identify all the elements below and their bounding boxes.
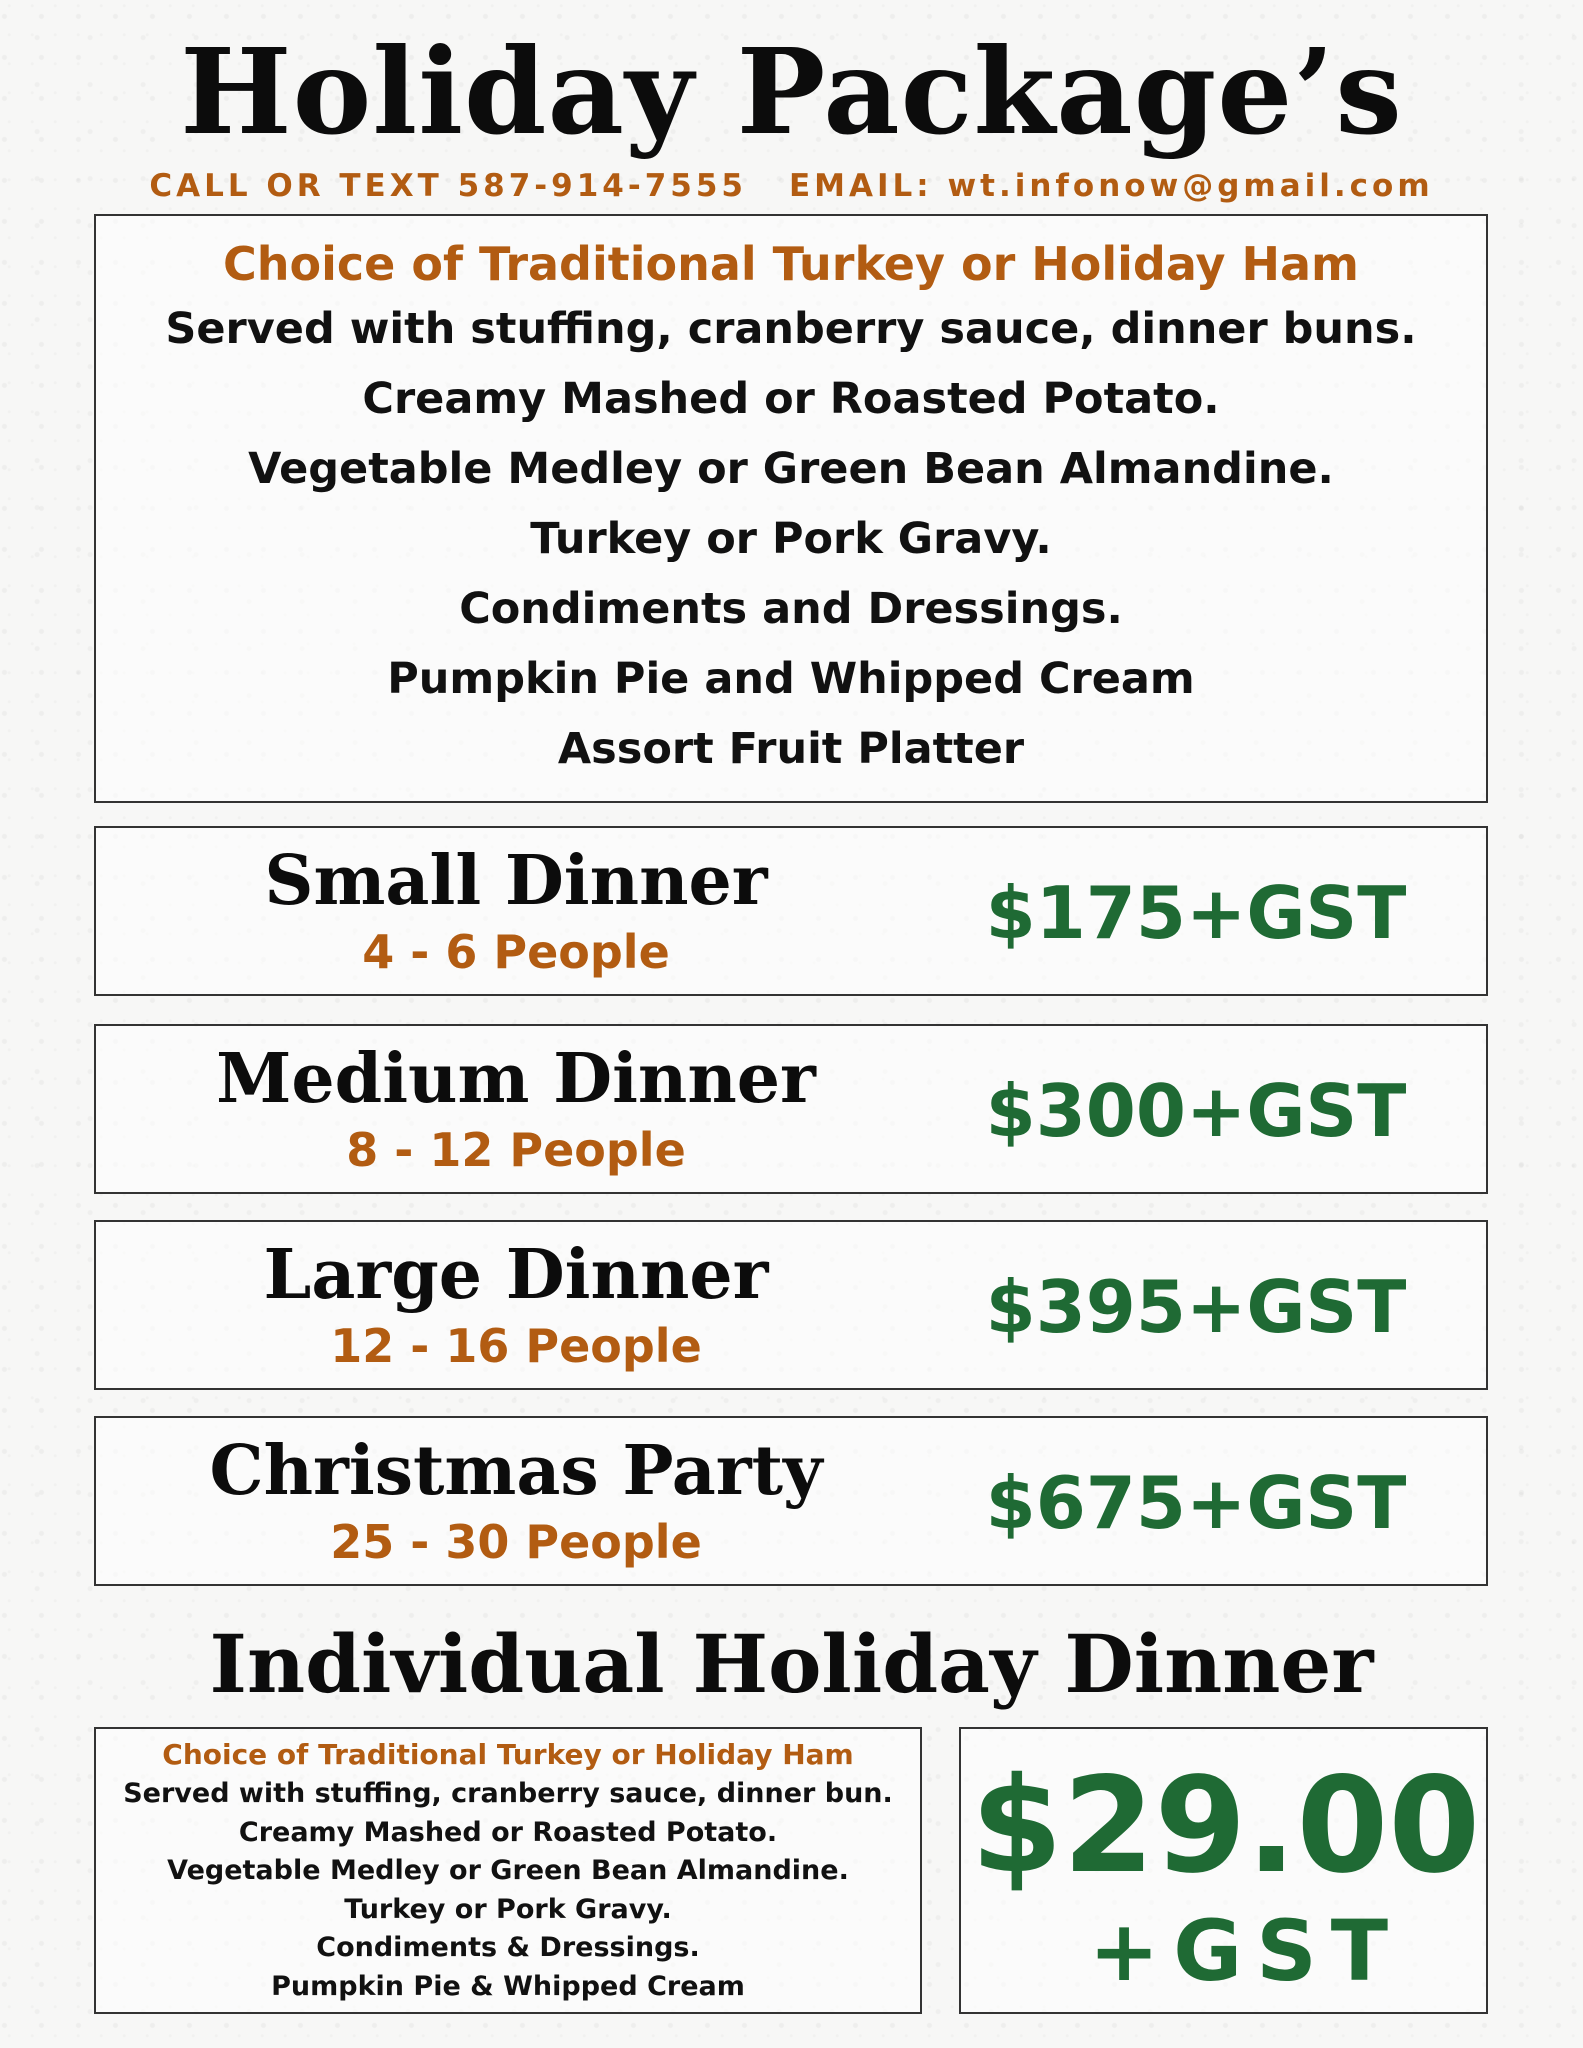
menu-item: Served with stuffing, cranberry sauce, dinner buns. bbox=[165, 304, 1417, 354]
package-people: 12 - 16 People bbox=[330, 1319, 702, 1373]
individual-menu-item: Vegetable Medley or Green Bean Almandine. bbox=[167, 1855, 849, 1886]
individual-price-box bbox=[959, 1727, 1488, 2014]
individual-menu-heading: Choice of Traditional Turkey or Holiday Ham bbox=[162, 1738, 854, 1771]
individual-menu-item: Turkey or Pork Gravy. bbox=[344, 1893, 672, 1925]
individual-menu-item: Pumpkin Pie & Whipped Cream bbox=[271, 1970, 745, 2002]
menu-item: Turkey or Pork Gravy. bbox=[530, 514, 1052, 564]
menu-heading: Choice of Traditional Turkey or Holiday Ham bbox=[223, 237, 1359, 291]
package-name: Christmas Party bbox=[209, 1431, 823, 1511]
individual-price: $29.00 bbox=[970, 1749, 1481, 1903]
page-title: Holiday Package’s bbox=[180, 22, 1403, 161]
contact-info bbox=[0, 166, 1583, 206]
package-christmas-party bbox=[94, 1416, 1488, 1586]
package-medium-dinner bbox=[94, 1024, 1488, 1194]
menu-item: Vegetable Medley or Green Bean Almandine. bbox=[248, 444, 1334, 494]
package-people: 4 - 6 People bbox=[362, 925, 670, 979]
phone-text: CALL OR TEXT 587-914-7555 bbox=[149, 168, 747, 204]
package-price: $175+GST bbox=[985, 871, 1407, 955]
package-people: 25 - 30 People bbox=[330, 1515, 702, 1569]
individual-menu-item: Condiments & Dressings. bbox=[316, 1932, 700, 1963]
package-price: $300+GST bbox=[985, 1069, 1407, 1153]
menu-item: Condiments and Dressings. bbox=[459, 584, 1123, 634]
individual-menu-item: Served with stuffing, cranberry sauce, dinner bun. bbox=[123, 1778, 893, 1809]
package-price: $395+GST bbox=[985, 1265, 1407, 1349]
individual-menu-box bbox=[94, 1727, 922, 2014]
menu-item: Assort Fruit Platter bbox=[557, 724, 1025, 774]
individual-dinner-title: Individual Holiday Dinner bbox=[209, 1617, 1374, 1711]
package-large-dinner bbox=[94, 1220, 1488, 1390]
package-name: Small Dinner bbox=[264, 841, 768, 921]
email-text: EMAIL: wt.infonow@gmail.com bbox=[789, 168, 1434, 204]
package-name: Medium Dinner bbox=[216, 1039, 816, 1119]
package-small-dinner bbox=[94, 826, 1488, 996]
menu-item: Pumpkin Pie and Whipped Cream bbox=[387, 654, 1195, 704]
individual-menu-item: Creamy Mashed or Roasted Potato. bbox=[238, 1816, 778, 1848]
menu-item: Creamy Mashed or Roasted Potato. bbox=[362, 374, 1220, 424]
individual-tax: +GST bbox=[1088, 1902, 1403, 2000]
package-price: $675+GST bbox=[985, 1461, 1407, 1545]
menu-box bbox=[94, 214, 1488, 803]
package-name: Large Dinner bbox=[263, 1235, 769, 1315]
package-people: 8 - 12 People bbox=[346, 1123, 686, 1177]
